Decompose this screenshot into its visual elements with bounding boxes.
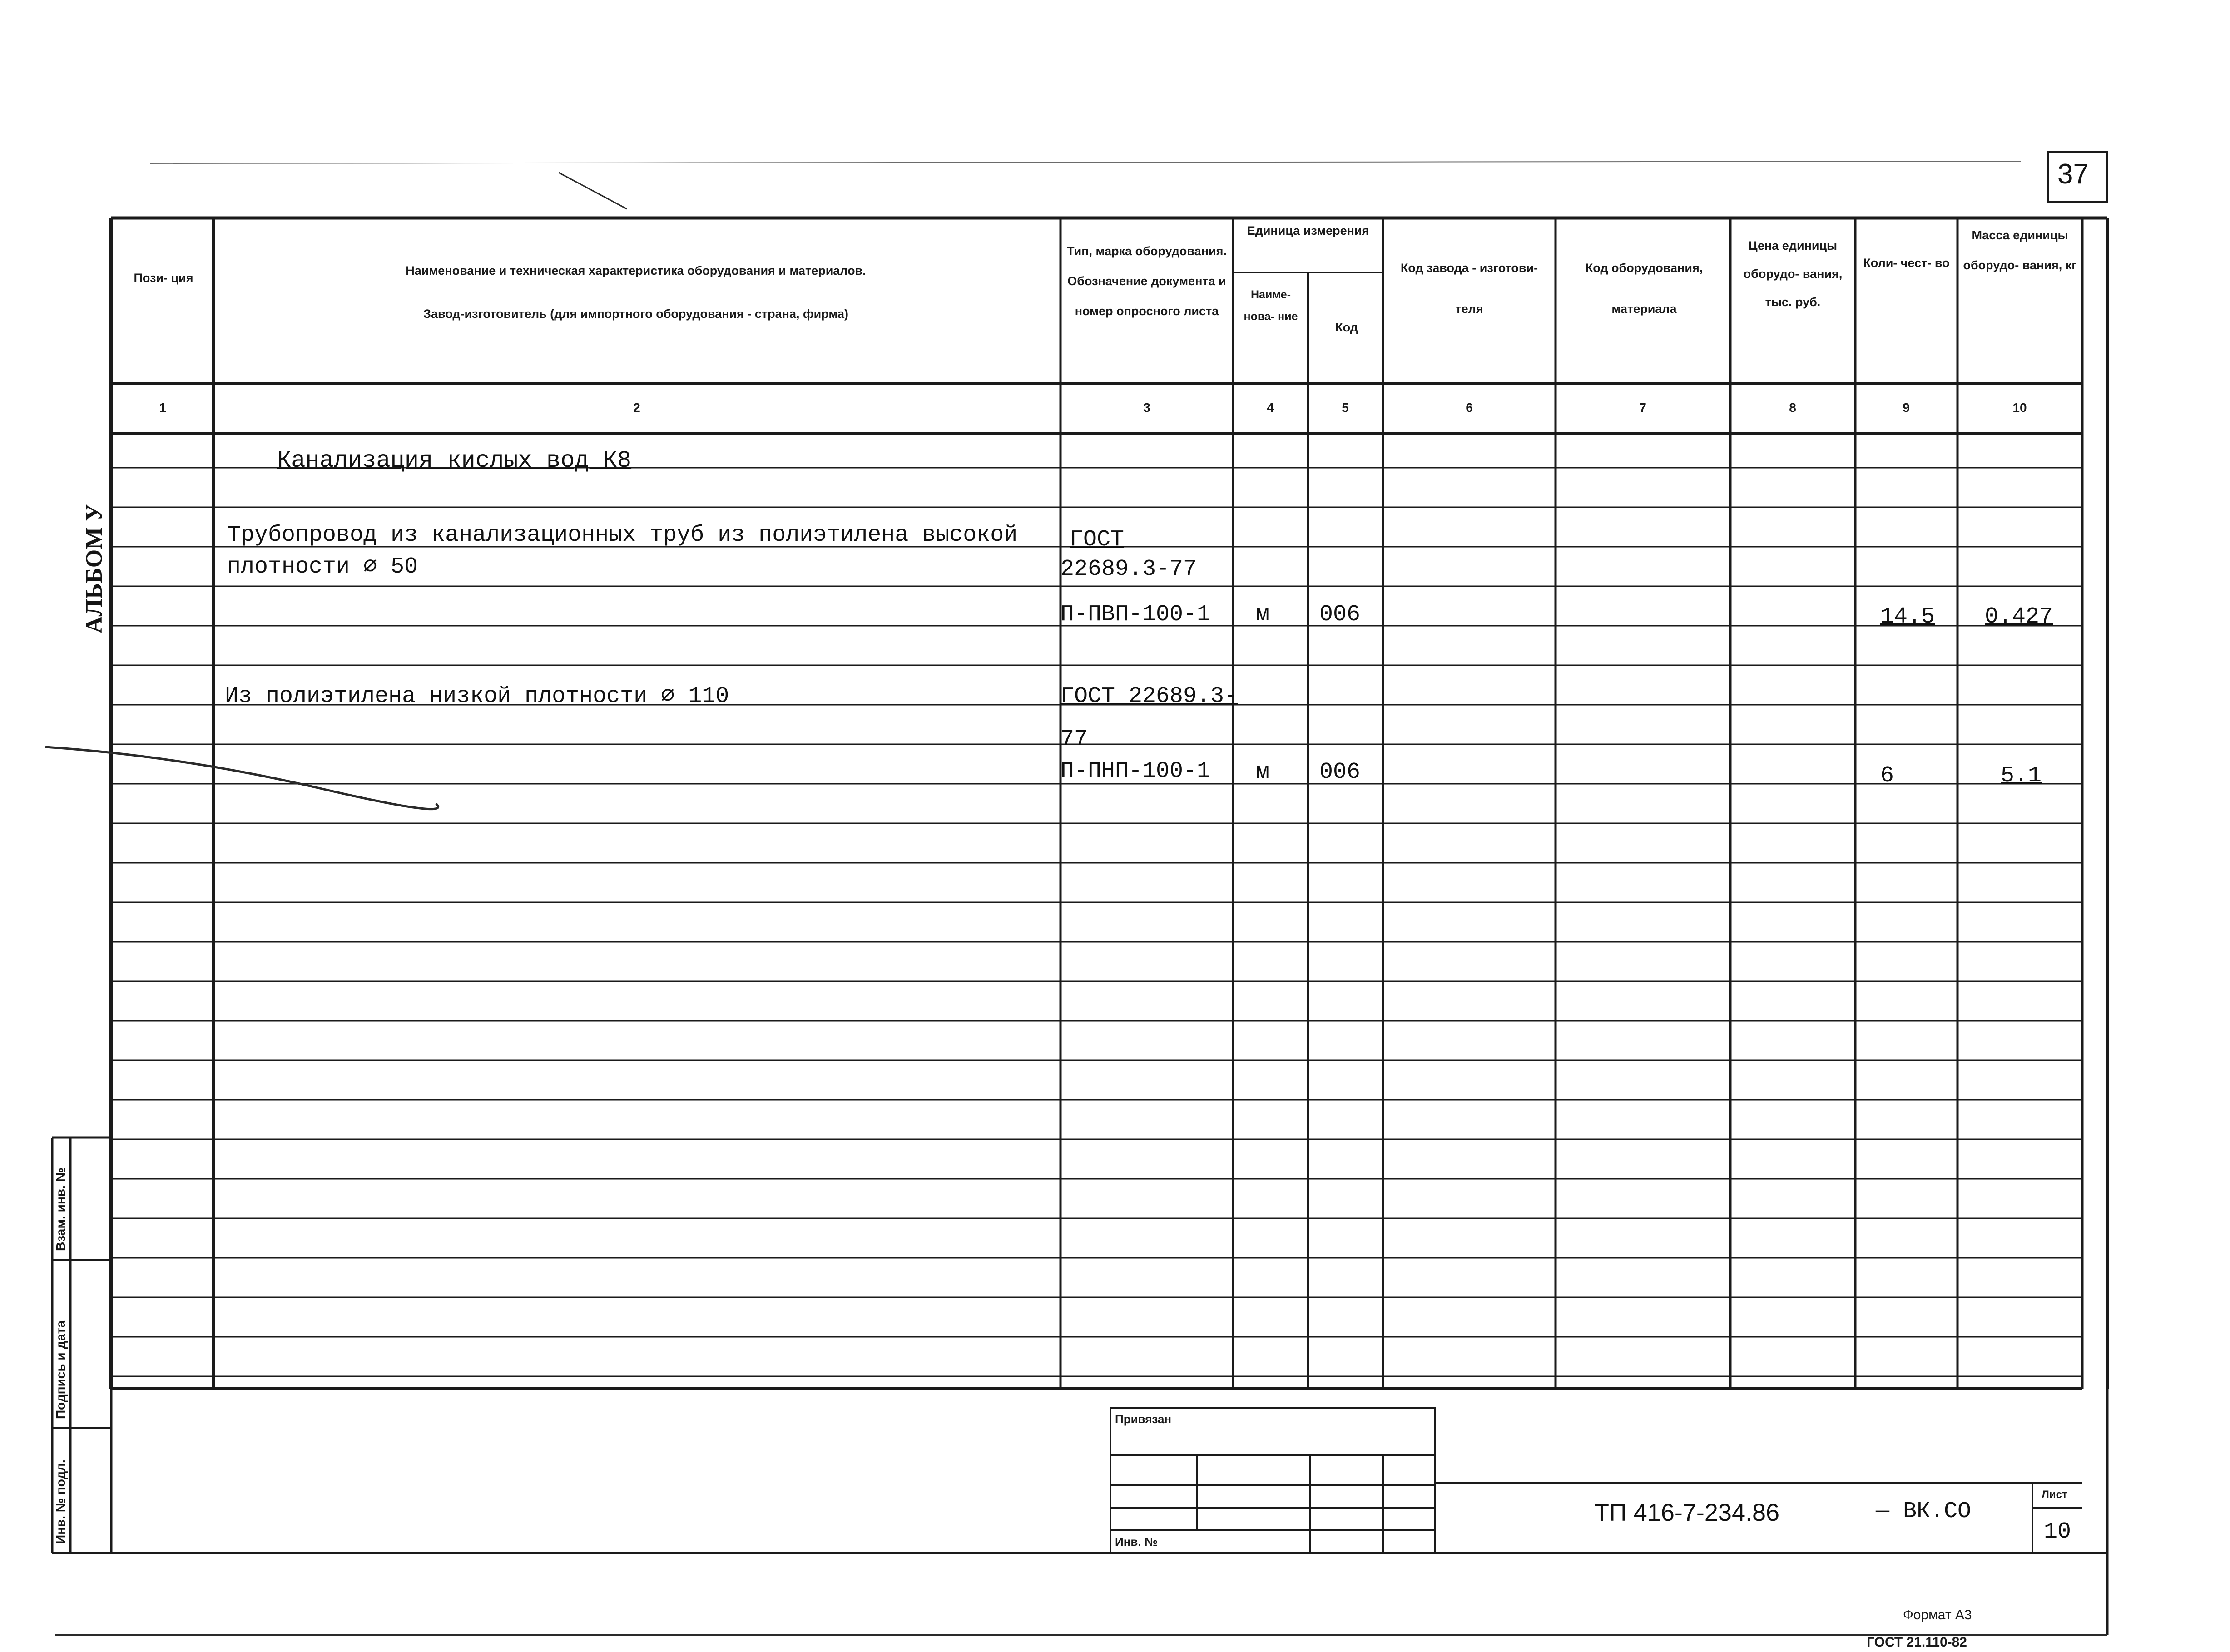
header-quantity: Коли- чест- во — [1863, 256, 1950, 270]
sheet-value: 10 — [2044, 1519, 2071, 1545]
format-label: Формат А3 — [1903, 1607, 1972, 1622]
item1-mass: 0.427 — [1985, 604, 2053, 630]
column-number-4: 4 — [1267, 401, 1274, 415]
item1-doc-line2: 22689.3-77 — [1060, 556, 1197, 582]
sheet-corner-number: 37 — [2057, 158, 2089, 190]
header-factory-code: Код завода - изготови- теля — [1400, 261, 1538, 316]
header-unit-code: Код — [1335, 321, 1358, 334]
header-mass: Масса единицы оборудо- вания, кг — [1963, 228, 2077, 272]
inv-podl-label: Инв. № подл. — [54, 1459, 68, 1544]
item2-code: 006 — [1319, 759, 1361, 785]
item2-doc-line1: ГОСТ 22689.3- — [1060, 683, 1238, 709]
item2-mark: П-ПНП-100-1 — [1060, 758, 1211, 784]
vzam-inv-label: Взам. инв. № — [54, 1167, 68, 1251]
item1-quantity: 14.5 — [1880, 604, 1935, 630]
item1-name-line2: плотности ∅ 50 — [227, 554, 418, 580]
header-equipment-code: Код оборудования, материала — [1585, 261, 1703, 316]
item2-mass: 5.1 — [2001, 763, 2042, 789]
header-position: Пози- ция — [134, 271, 193, 285]
album-label: АЛЬБОМ У — [81, 504, 107, 633]
item2-name: Из полиэтилена низкой плотности ∅ 110 — [225, 683, 729, 709]
item1-mark: П-ПВП-100-1 — [1060, 602, 1211, 628]
column-number-10: 10 — [2012, 401, 2027, 415]
gost-label: ГОСТ 21.110-82 — [1867, 1635, 1967, 1650]
sheet-label: Лист — [2042, 1489, 2067, 1501]
column-number-1: 1 — [159, 401, 166, 415]
column-number-3: 3 — [1143, 401, 1150, 415]
item1-name-line1: Трубопровод из канализационных труб из полиэтилена высокой — [227, 522, 1018, 548]
header-unit-group: Единица измерения — [1247, 224, 1369, 237]
inv-no-label: Инв. № — [1115, 1535, 1158, 1548]
section-title: Канализация кислых вод К8 — [277, 447, 632, 474]
column-number-2: 2 — [633, 401, 640, 415]
header-unit-name: Наиме- нова- ние — [1244, 288, 1298, 323]
privyazan-label: Привязан — [1115, 1412, 1172, 1426]
column-number-5: 5 — [1342, 401, 1349, 415]
item2-quantity: 6 — [1880, 763, 1894, 789]
item1-unit: м — [1256, 602, 1270, 628]
header-price: Цена единицы оборудо- вания, тыс. руб. — [1743, 239, 1843, 309]
item1-doc-line1: ГОСТ — [1070, 527, 1125, 553]
header-name-line2: Завод-изготовитель (для импортного оборудования - страна, фирма) — [423, 307, 848, 321]
item2-unit: м — [1256, 759, 1270, 785]
column-number-8: 8 — [1789, 401, 1796, 415]
item2-doc-line2: 77 — [1060, 727, 1088, 752]
document-suffix: — ВК.СО — [1876, 1499, 1972, 1524]
column-number-6: 6 — [1466, 401, 1473, 415]
item1-code: 006 — [1319, 602, 1361, 628]
podpis-data-label: Подпись и дата — [54, 1321, 68, 1419]
header-type: Тип, марка оборудования. Обозначение документа и номер опросного листа — [1067, 244, 1227, 318]
header-name-line1: Наименование и техническая характеристика оборудования и материалов. — [406, 264, 866, 277]
column-number-9: 9 — [1903, 401, 1910, 415]
column-number-7: 7 — [1639, 401, 1646, 415]
document-code: ТП 416-7-234.86 — [1594, 1499, 1780, 1526]
